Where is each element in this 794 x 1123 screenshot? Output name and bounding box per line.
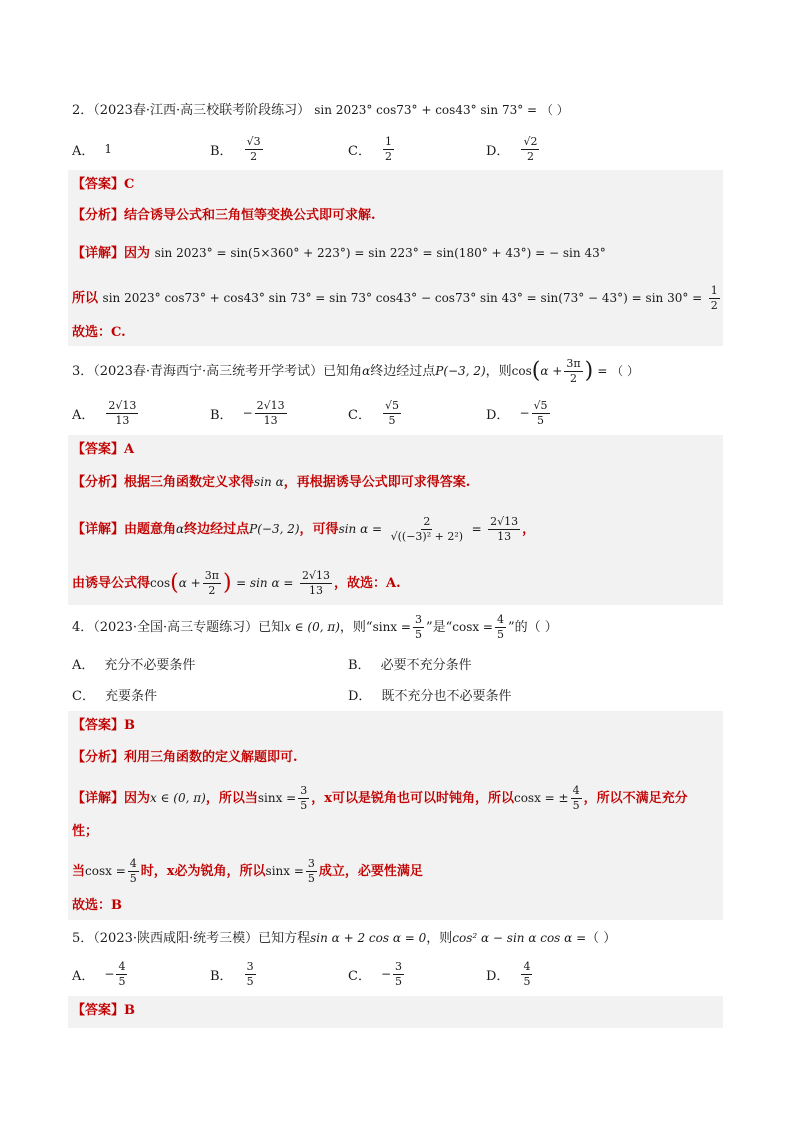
math-expression: sin α + 2 cos α = 0 (310, 931, 427, 945)
option-fraction (383, 136, 394, 163)
option-fraction (521, 961, 532, 988)
question-4-option-c (72, 679, 157, 709)
question-5-solution-box (68, 996, 723, 1028)
math-function: cos (150, 576, 171, 590)
stem-text: ，则 (485, 364, 512, 379)
option-label: D． (348, 688, 372, 704)
option-fraction (245, 136, 263, 163)
math-expression: cosx = (452, 620, 493, 634)
option-fraction (116, 961, 127, 988)
math-function: cos (511, 364, 532, 378)
fraction-denominator: 5 (523, 974, 531, 988)
right-paren-icon: ) (584, 358, 594, 384)
detail-text: ，可得 (299, 522, 339, 537)
question-5-option-b (210, 959, 258, 989)
detail-expression: sin 2023° = sin(5×360° + 223°) = sin 223° = sin(180° + 43°) = − sin 43° (154, 246, 606, 260)
math-expression: sinx = (257, 791, 297, 805)
option-value: 必要不充分条件 (380, 657, 472, 673)
question-4-detail-line-2 (72, 858, 423, 885)
analysis-text: 根据三角函数定义求得 (124, 475, 255, 490)
option-fraction (383, 400, 401, 427)
question-4-option-a (72, 648, 195, 678)
detail-fraction (203, 570, 221, 597)
fraction-denominator: 2 (569, 372, 577, 385)
stem-text: ”是“ (425, 620, 453, 635)
stem-text: ，则 (426, 931, 453, 946)
stem-fraction (564, 358, 582, 385)
question-4-option-d (348, 679, 511, 709)
option-sign: − (380, 967, 392, 981)
question-4-option-b (348, 648, 472, 678)
detail-text: 性； (72, 824, 99, 839)
stem-text: （ ） (586, 931, 617, 946)
left-paren-icon: ( (531, 358, 541, 384)
fraction-denominator: 2 (526, 149, 534, 163)
fraction-numerator: 3 (395, 959, 403, 973)
question-2-stem (72, 100, 569, 121)
fraction-denominator: 13 (115, 413, 130, 427)
question-5-option-d (486, 959, 534, 989)
math-expression: cosx = ± (513, 791, 569, 805)
math-point: P(−3, 2) (249, 522, 300, 536)
question-3-option-c (348, 398, 403, 428)
option-label: D． (486, 143, 510, 159)
fraction-numerator: 4 (497, 613, 504, 626)
fraction-numerator: 1 (710, 284, 718, 297)
question-4-stem (72, 614, 558, 641)
fraction-denominator: 13 (497, 530, 512, 543)
option-fraction (532, 400, 550, 427)
question-3-option-d (486, 398, 552, 428)
fraction-denominator: 13 (263, 413, 278, 427)
question-3-option-b (210, 398, 289, 428)
fraction-denominator: 5 (307, 872, 315, 885)
detail-expression: sin 2023° cos73° + cos43° sin 73° = sin 73° cos43° − cos73° sin 43° = sin(73° − 43°) = sin 30° = (102, 291, 703, 305)
question-2-detail-line-2 (72, 285, 722, 312)
detail-tag: 【详解】 (72, 522, 125, 537)
question-2-answer (72, 175, 134, 195)
fraction-denominator: 5 (497, 628, 504, 641)
fraction-numerator: 1 (384, 134, 392, 148)
fraction-numerator: √5 (384, 398, 399, 412)
fraction-denominator: 5 (118, 974, 126, 988)
detail-fraction (298, 785, 309, 812)
answer-tag: 【答案】 (72, 442, 125, 457)
stem-fraction (413, 614, 424, 641)
question-2-source: 2．（2023春·江西·高三校联考阶段练习） (72, 103, 311, 118)
math-expression: x ∈ (0, π) (284, 620, 340, 634)
stem-text: 终边经过点 (370, 364, 436, 379)
detail-expression: sin α = (338, 522, 383, 536)
detail-tag: 【详解】 (72, 791, 125, 806)
option-label: C． (348, 968, 371, 984)
analysis-tag: 【分析】 (72, 475, 125, 490)
math-expression: sinx = (372, 620, 411, 634)
fraction-numerator: 2√13 (301, 569, 330, 582)
left-paren-icon: ( (170, 570, 179, 596)
option-label: A． (72, 143, 95, 159)
question-2-conclusion (72, 323, 126, 343)
detail-text: 因为 (124, 246, 151, 261)
question-4-options-row-2 (72, 679, 722, 709)
fraction-denominator: 2 (208, 584, 216, 597)
answer-value: B (124, 1003, 136, 1018)
conclusion-text: 故选：C. (72, 325, 126, 340)
question-4-analysis (72, 748, 298, 768)
option-value: 充分不必要条件 (104, 657, 196, 673)
fraction-numerator: 4 (572, 784, 580, 797)
option-label: A． (72, 657, 95, 673)
conclusion-text: 故选：B (72, 898, 122, 913)
analysis-text: 利用三角函数的定义解题即可. (124, 750, 298, 765)
question-4-source: 4．（2023·全国·高三专题练习）已知 (72, 620, 285, 635)
option-fraction (245, 961, 256, 988)
detail-text: 由题意角 (124, 522, 177, 537)
option-label: A． (72, 968, 95, 984)
option-fraction (106, 400, 138, 427)
fraction-numerator: 2 (423, 515, 431, 528)
option-value: 1 (104, 142, 113, 156)
fraction-numerator: 4 (129, 857, 137, 870)
analysis-tag: 【分析】 (72, 208, 125, 223)
analysis-text: 结合诱导公式和三角恒等变换公式即可求解. (124, 208, 376, 223)
fraction-numerator: 4 (118, 959, 126, 973)
question-4-detail-line-1 (72, 785, 688, 812)
answer-value: B (124, 718, 136, 733)
question-2-option-b (210, 134, 265, 164)
question-2-option-a (72, 134, 112, 164)
math-symbol: α (362, 364, 371, 378)
fraction-denominator: 5 (395, 974, 403, 988)
fraction-denominator: 2 (384, 149, 392, 163)
question-4-solution-box (68, 711, 723, 920)
option-label: C． (348, 407, 371, 423)
detail-fraction (128, 858, 139, 885)
math-expression: sinx = (265, 864, 304, 878)
stem-text: ，则“ (339, 620, 373, 635)
question-4-detail-line-1-cont (72, 822, 98, 842)
fraction-denominator: 5 (388, 413, 396, 427)
fraction-numerator: √3 (246, 134, 261, 148)
question-3-analysis (72, 472, 470, 493)
analysis-text: ，再根据诱导公式即可求得答案. (283, 475, 471, 490)
question-3-detail-line-2 (72, 570, 401, 597)
fraction-numerator: √5 (533, 398, 548, 412)
option-label: B． (210, 407, 233, 423)
fraction-numerator: √2 (523, 134, 538, 148)
fraction-denominator: √((−3)² + 2²) (390, 530, 464, 543)
fraction-denominator: 5 (572, 799, 580, 812)
fraction-denominator: 5 (246, 974, 254, 988)
fraction-denominator: 5 (414, 628, 422, 641)
fraction-numerator: 2√13 (256, 398, 285, 412)
detail-text: ，所以不满足充分 (583, 791, 688, 806)
right-paren-icon: ) (222, 570, 232, 596)
option-value: 充要条件 (104, 688, 157, 704)
fraction-numerator: 2√13 (490, 515, 519, 528)
option-label: B． (210, 143, 233, 159)
question-2-option-c (348, 134, 396, 164)
question-3-detail-line-1 (72, 516, 535, 543)
question-5-source: 5．（2023·陕西咸阳·统考三模）已知方程 (72, 931, 311, 946)
question-4-conclusion (72, 896, 122, 916)
math-equals: = (471, 522, 482, 536)
question-5-answer (72, 1001, 135, 1021)
question-2-option-d (486, 134, 541, 164)
question-3-stem (72, 358, 639, 385)
detail-fraction (488, 516, 520, 543)
option-fraction (255, 400, 287, 427)
math-symbol: α (176, 522, 185, 536)
option-fraction (393, 961, 404, 988)
stem-text: = （ ） (597, 364, 639, 378)
fraction-denominator: 5 (300, 799, 308, 812)
math-point: P(−3, 2) (435, 364, 486, 378)
question-2-options (72, 134, 722, 164)
question-3-option-a (72, 398, 140, 428)
detail-text: 由诱导公式得 (72, 576, 151, 591)
fraction-denominator: 2 (710, 299, 718, 312)
question-3-answer (72, 440, 134, 460)
answer-value: C (124, 177, 135, 192)
fraction-numerator: 3π (204, 569, 219, 582)
detail-fraction (300, 570, 332, 597)
question-5-option-c (348, 959, 406, 989)
fraction-denominator: 13 (308, 584, 323, 597)
question-2-detail-line-1 (72, 243, 606, 264)
detail-text: 时，x必为锐角，所以 (140, 864, 266, 879)
option-label: C． (72, 688, 95, 704)
question-3-options (72, 398, 722, 428)
option-label: C． (348, 143, 371, 159)
fraction-numerator: 3 (414, 613, 422, 626)
detail-fraction (571, 785, 582, 812)
fraction-numerator: 3 (246, 959, 254, 973)
option-label: A． (72, 407, 95, 423)
analysis-tag: 【分析】 (72, 750, 125, 765)
fraction-denominator: 5 (537, 413, 544, 427)
fraction-numerator: 4 (523, 959, 531, 973)
fraction-numerator: 3π (566, 357, 581, 370)
question-2-analysis (72, 206, 376, 226)
math-expression: x ∈ (0, π) (150, 791, 206, 805)
math-expression: cosx = (85, 864, 126, 878)
detail-text: ，所以当 (205, 791, 258, 806)
answer-tag: 【答案】 (72, 718, 125, 733)
stem-fraction (495, 614, 506, 641)
detail-fraction (709, 285, 720, 312)
fraction-numerator: 3 (307, 857, 315, 870)
stem-text: ”的（ ） (508, 620, 558, 635)
math-term: α + (178, 576, 201, 590)
question-5-stem (72, 928, 616, 949)
option-label: D． (486, 968, 510, 984)
option-sign: − (104, 967, 115, 981)
option-label: D． (486, 407, 510, 423)
detail-text: ， (522, 522, 536, 537)
detail-fraction (389, 516, 465, 543)
option-sign: − (519, 406, 530, 420)
option-fraction (521, 136, 539, 163)
detail-text: 所以 (72, 291, 99, 306)
detail-text: 因为 (124, 791, 151, 806)
detail-fraction (306, 858, 317, 885)
question-2-expression: sin 2023° cos73° + cos43° sin 73° = （ ） (314, 103, 569, 117)
detail-text: 终边经过点 (184, 522, 250, 537)
question-3-source: 3．（2023春·青海西宁·高三统考开学考试）已知角 (72, 364, 363, 379)
detail-text: 成立，必要性满足 (318, 864, 423, 879)
option-label: B． (210, 968, 233, 984)
question-4-answer (72, 716, 135, 736)
fraction-numerator: 2√13 (108, 398, 137, 412)
detail-text: 当 (72, 864, 86, 879)
fraction-denominator: 5 (129, 872, 137, 885)
answer-value: A (124, 442, 135, 457)
detail-expression: = sin α = (236, 576, 294, 590)
option-label: B． (348, 657, 371, 673)
answer-tag: 【答案】 (72, 177, 125, 192)
detail-text: ，故选：A. (334, 576, 401, 591)
analysis-expression: sin α (254, 475, 284, 489)
question-5-option-a (72, 959, 129, 989)
math-expression: cos² α − sin α cos α = (452, 931, 587, 945)
fraction-denominator: 2 (250, 149, 258, 163)
option-sign: − (242, 406, 253, 420)
detail-text: ，x可以是锐角也可以时钝角，所以 (311, 791, 514, 806)
math-term: α + (540, 364, 563, 378)
question-4-options-row-1 (72, 648, 722, 678)
question-5-options (72, 959, 722, 989)
option-value: 既不充分也不必要条件 (381, 688, 512, 704)
fraction-numerator: 3 (300, 784, 308, 797)
answer-tag: 【答案】 (72, 1003, 125, 1018)
detail-tag: 【详解】 (72, 246, 125, 261)
